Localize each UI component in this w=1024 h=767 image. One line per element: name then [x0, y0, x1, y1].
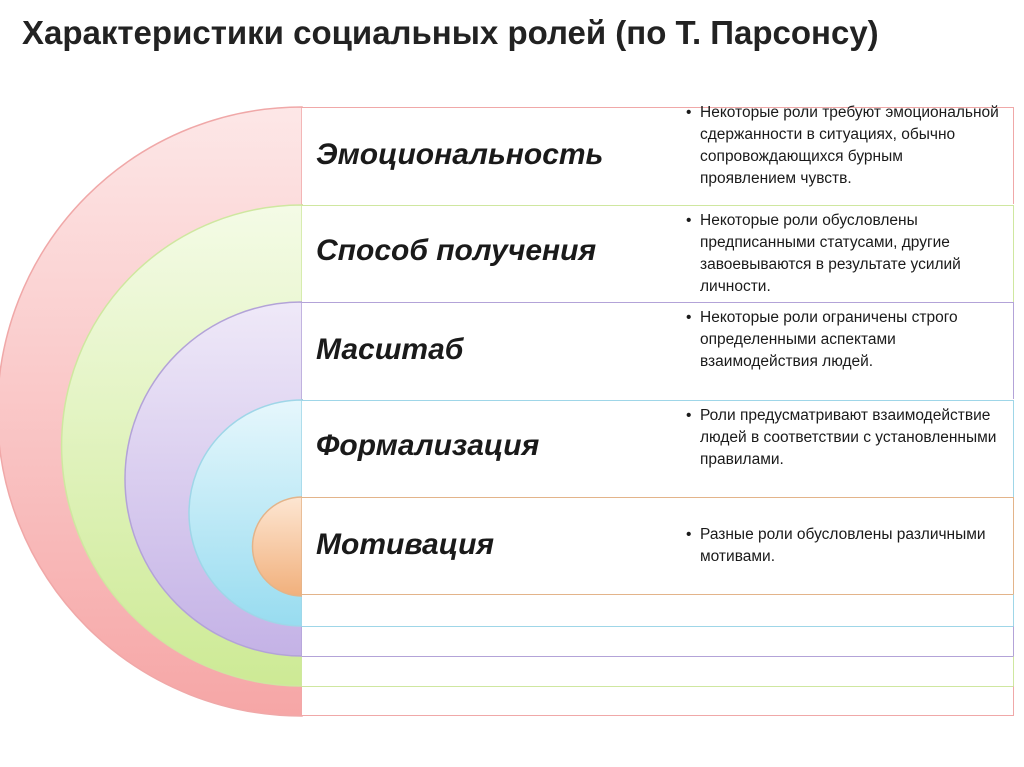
row-description: [686, 210, 1000, 298]
bullet-icon: •: [686, 309, 692, 326]
row-formalization: [302, 400, 1014, 497]
row-label: Эмоциональность: [316, 138, 604, 171]
bullet-icon: •: [686, 104, 692, 121]
row-emotionality: [302, 104, 1014, 204]
empty-row-scale: [302, 626, 1014, 656]
row-description: [686, 102, 1000, 190]
description-text: Некоторые роли обусловлены предписанными статусами, другие завоевываются в результате усилий личности.: [700, 212, 961, 295]
row-label: Мотивация: [316, 528, 495, 561]
row-scale: [302, 302, 1014, 399]
row-description: [686, 405, 1000, 471]
row-description: [686, 307, 1000, 373]
description-text: Некоторые роли ограничены строго определенными аспектами взаимодействия людей.: [700, 309, 958, 370]
description-text: Роли предусматривают взаимодействие людей в соответствии с установленными правилами.: [700, 407, 997, 468]
empty-row-formalization: [302, 594, 1014, 626]
row-label: Масштаб: [316, 333, 464, 366]
row-label: Формализация: [316, 429, 540, 462]
description-text: Некоторые роли требуют эмоциональной сдержанности в ситуациях, обычно сопровождающихся бурным проявлением чувств.: [700, 104, 999, 187]
row-motivation: [302, 497, 1014, 594]
row-label: Способ получения: [316, 234, 597, 267]
bullet-icon: •: [686, 407, 692, 424]
slide-title: Характеристики социальных ролей (по Т. Парсонсу): [22, 14, 879, 51]
row-description: [686, 524, 1000, 568]
bullet-icon: •: [686, 212, 692, 229]
bullet-icon: •: [686, 526, 692, 543]
description-text: Разные роли обусловлены различными мотивами.: [700, 526, 986, 565]
row-acquisition: [302, 205, 1014, 302]
empty-row-emotionality: [302, 686, 1014, 716]
empty-row-acquisition: [302, 656, 1014, 686]
